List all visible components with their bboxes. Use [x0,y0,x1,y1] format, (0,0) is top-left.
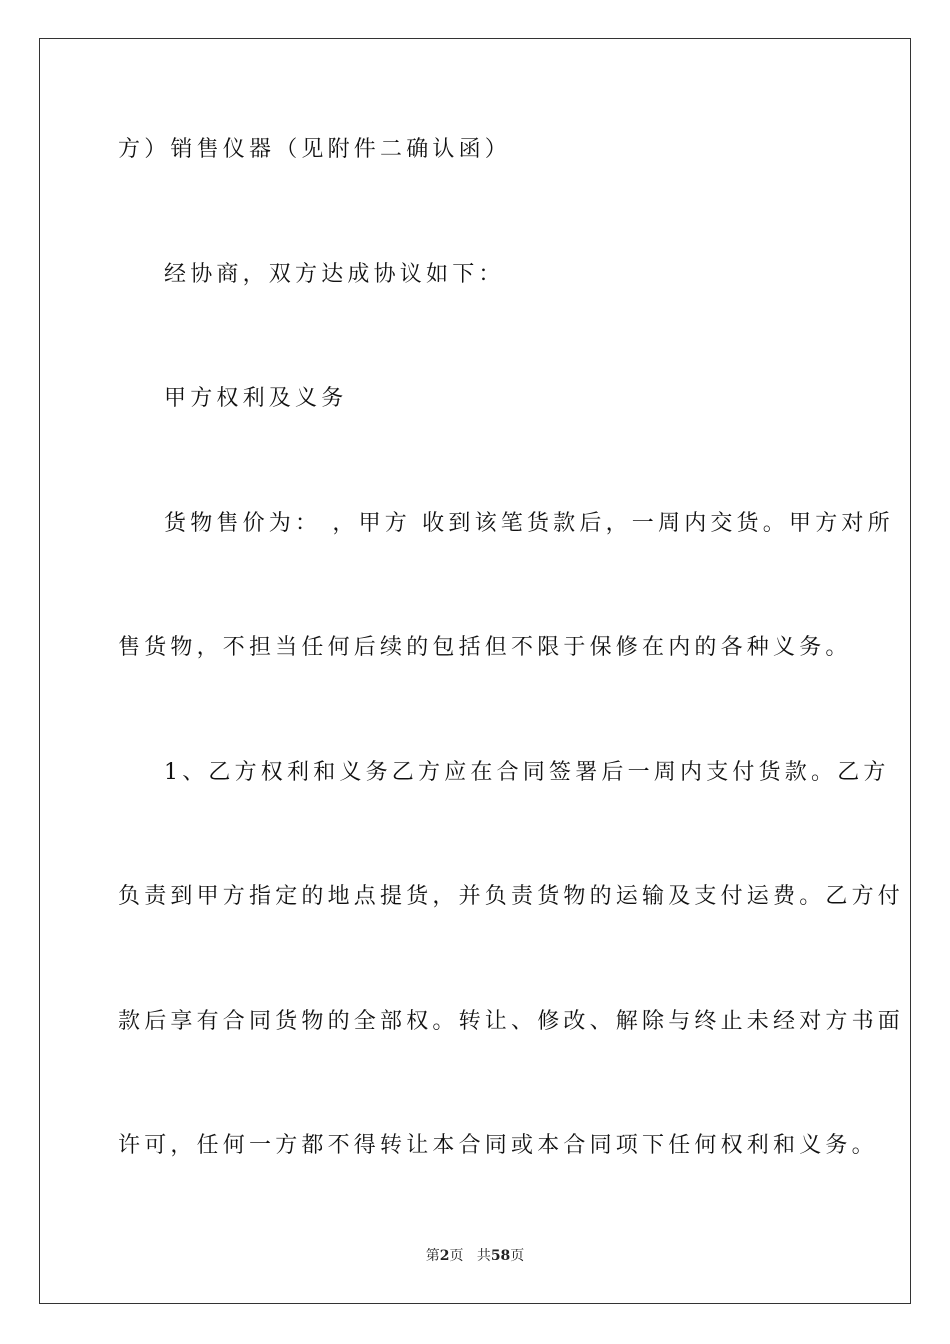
paragraph-line-5: 售货物，不担当任何后续的包括但不限于保修在内的各种义务。 [118,635,852,660]
page-border [39,38,911,1304]
page-prefix: 第 [425,1248,440,1264]
paragraph-line-7: 负责到甲方指定的地点提货，并负责货物的运输及支付运费。乙方付 [118,884,905,909]
paragraph-line-6: 1、乙方权利和义务乙方应在合同签署后一周内支付货款。乙方 [164,760,890,785]
page-suffix: 页 [449,1248,464,1264]
paragraph-line-2: 经协商，双方达成协议如下： [164,262,505,287]
total-suffix: 页 [510,1248,525,1264]
paragraph-line-1: 方）销售仪器（见附件二确认函） [118,137,512,162]
page-number: 2 [439,1248,450,1264]
paragraph-line-8: 款后享有合同货物的全部权。转让、修改、解除与终止未经对方书面 [118,1009,905,1034]
total-pages: 58 [490,1248,511,1264]
section-heading-party-a: 甲方权利及义务 [164,386,348,411]
paragraph-line-9: 许可，任何一方都不得转让本合同或本合同项下任何权利和义务。 [118,1133,878,1158]
paragraph-line-4: 货物售价为： ，甲方 收到该笔货款后，一周内交货。甲方对所 [164,511,894,536]
total-prefix: 共 [476,1248,491,1264]
page-footer [0,1247,950,1265]
